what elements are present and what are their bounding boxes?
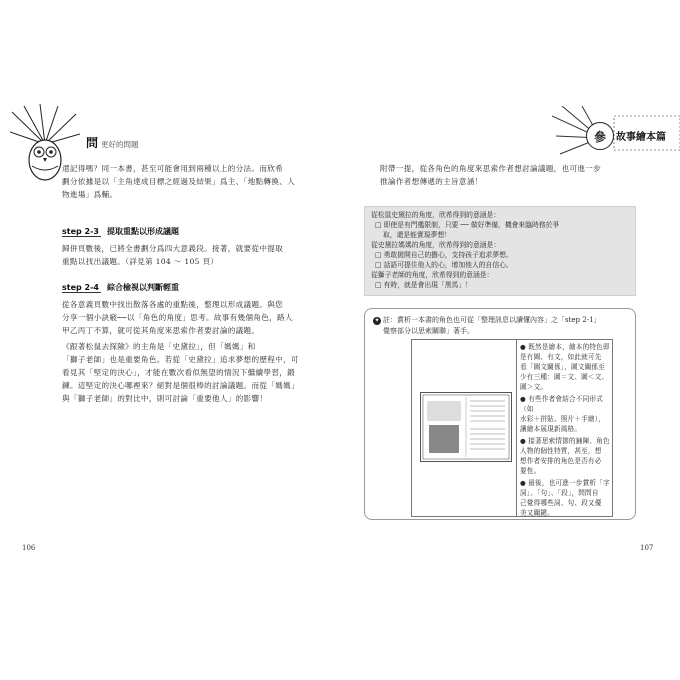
bullet-line: 美又關鍵。 bbox=[520, 509, 554, 517]
paragraph-2 bbox=[62, 242, 312, 268]
note-line: 覺察部分以思索關聯」著手。 bbox=[383, 327, 474, 335]
left-page bbox=[0, 100, 340, 570]
chapter-badge: 參 bbox=[586, 122, 614, 150]
note-heading bbox=[373, 315, 601, 337]
intro-paragraph bbox=[380, 162, 650, 188]
text-line: 附帶一提，從各角色的角度來思索作者想討論議題，也可進一步 bbox=[380, 164, 602, 173]
header-sub-label: 更好的問題 bbox=[101, 140, 139, 149]
header-main-label: 問 bbox=[86, 136, 99, 150]
step-title: 提取重點以形成議題 bbox=[106, 227, 179, 236]
bullet-line: ● 既然是繪本，繪本的特色即 bbox=[520, 343, 610, 351]
paragraph-3 bbox=[62, 298, 312, 337]
bullet-line: 讓繪本展現新風格。 bbox=[520, 425, 582, 433]
paragraph-4 bbox=[62, 340, 312, 405]
text-line: 重點以找出議題。（詳見第 104 ～ 105 頁） bbox=[62, 257, 219, 266]
analysis-bullets bbox=[520, 342, 610, 518]
bullet-line: ● 接著思索情節的鋪陳、角色 bbox=[520, 437, 610, 445]
bullet-line: ● 有些作者會結合不同形式（如 bbox=[520, 395, 603, 413]
bullet-line: 少有三種：圖＝文、圖＜文、 bbox=[520, 373, 609, 381]
text-line: 與「獅子老師」的對比中，則可討論「重要他人」的影響！ bbox=[62, 394, 268, 403]
bullet-line: ● 最後，也可進一步賞析「字 bbox=[520, 479, 610, 487]
text-line: 看見其「堅定的決心」，才能在數次看似無望的情況下繼續學習，鍛 bbox=[62, 368, 296, 377]
box-line: □ 勇敢拋開自己的擔心，支持孩子追求夢想。 bbox=[375, 251, 513, 259]
bullet-line: 看「圖文關係」，圖文關係至 bbox=[520, 363, 606, 371]
box-line: 從松鼠史黛拉的角度，欣希得到的意涵是： bbox=[371, 211, 501, 219]
bullet-line: 是有圖、有文，如此就可先 bbox=[520, 353, 602, 361]
step-tag: step 2-3 bbox=[62, 227, 99, 236]
text-line: 歸併頁數後，已將全書劃分爲四大意義段。接著，就要從中提取 bbox=[62, 244, 284, 253]
bullet-line: 要性。 bbox=[520, 467, 541, 475]
note-line: 註：賞析一本書的角色也可從「整理訊息以讀懂內容」之「step 2-1」 bbox=[383, 316, 601, 324]
text-line: 《跟著松鼠去探險》的主角是「史黛拉」，但「媽媽」和 bbox=[62, 342, 256, 351]
bullet-line: 己覺得哪些詞、句、段又優 bbox=[520, 499, 602, 507]
text-line: 物進場」爲輔。 bbox=[62, 190, 118, 199]
text-line: 鍊。這堅定的決心哪裡來？絕對是個很棒的討論議題。而從「媽媽」 bbox=[62, 381, 299, 390]
bullet-item bbox=[520, 478, 610, 518]
table-divider bbox=[516, 340, 517, 516]
meaning-summary-box bbox=[364, 206, 636, 296]
box-line: 從史黛拉媽媽的角度，欣希得到的意涵是： bbox=[371, 241, 501, 249]
text-line: 劃分依據是以「主角達成目標之經過及結果」爲主、「地點轉換、人 bbox=[62, 177, 296, 186]
bullet-line: 詞」、「句」、「段」，問問自 bbox=[520, 489, 599, 497]
page-number: 107 bbox=[640, 544, 654, 552]
step-2-3-heading bbox=[62, 226, 179, 237]
bullet-item bbox=[520, 394, 610, 434]
bullet-item bbox=[520, 342, 610, 392]
text-line: 從各意義頁數中找出散落各處的重點後，整理以形成議題。與您 bbox=[62, 300, 284, 309]
text-line: 還記得嗎？同一本書，甚至可能會用到兩種以上的分法。而欣希 bbox=[62, 164, 284, 173]
bullet-line: 水彩＋拼貼、照片＋手繪）， bbox=[520, 415, 606, 423]
step-tag: step 2-4 bbox=[62, 283, 99, 292]
box-line: 取，還是能實現夢想！ bbox=[383, 231, 451, 239]
analysis-note-box bbox=[364, 308, 636, 520]
text-line: 推論作者想傳遞的主旨意涵！ bbox=[380, 177, 483, 186]
bullet-item bbox=[520, 436, 610, 476]
bullet-line: 人物的個性特質，甚至，想 bbox=[520, 447, 602, 455]
analysis-table bbox=[411, 339, 613, 517]
paragraph-1 bbox=[62, 162, 312, 201]
box-line: □ 即使是有門檻限制，只要 ── 做好準備，機會來臨時務於爭 bbox=[375, 221, 560, 229]
bullet-line: 想作者安排的角色是否有必 bbox=[520, 457, 602, 465]
bullet-line: 圖＞文。 bbox=[520, 383, 548, 391]
box-line: □ 有時，就是會出現「黑馬」！ bbox=[375, 281, 472, 289]
chapter-title: 故事繪本篇 bbox=[616, 132, 666, 143]
page-number: 106 bbox=[22, 544, 36, 552]
box-line: □ 話語可提住他人的心，增加他人的自信心。 bbox=[375, 261, 513, 269]
box-line: 從獅子老師的角度，欣希得到的意涵是： bbox=[371, 271, 494, 279]
lightbulb-icon: ✦ bbox=[374, 317, 380, 324]
step-title: 綜合檢視以判斷輕重 bbox=[106, 283, 179, 292]
text-line: 甲乙丙丁不算，就可從其角度來思索作者要討論的議題。 bbox=[62, 326, 260, 335]
left-header bbox=[86, 134, 139, 151]
text-line: 分享一個小訣竅──以「角色的角度」思考。故事有幾個角色，路人 bbox=[62, 313, 293, 322]
text-line: 「獅子老師」也是重要角色。若從「史黛拉」追求夢想的歷程中，可 bbox=[62, 355, 299, 364]
book-spread-thumbnail-icon bbox=[420, 392, 512, 462]
right-page bbox=[340, 100, 680, 570]
step-2-4-heading bbox=[62, 282, 179, 293]
